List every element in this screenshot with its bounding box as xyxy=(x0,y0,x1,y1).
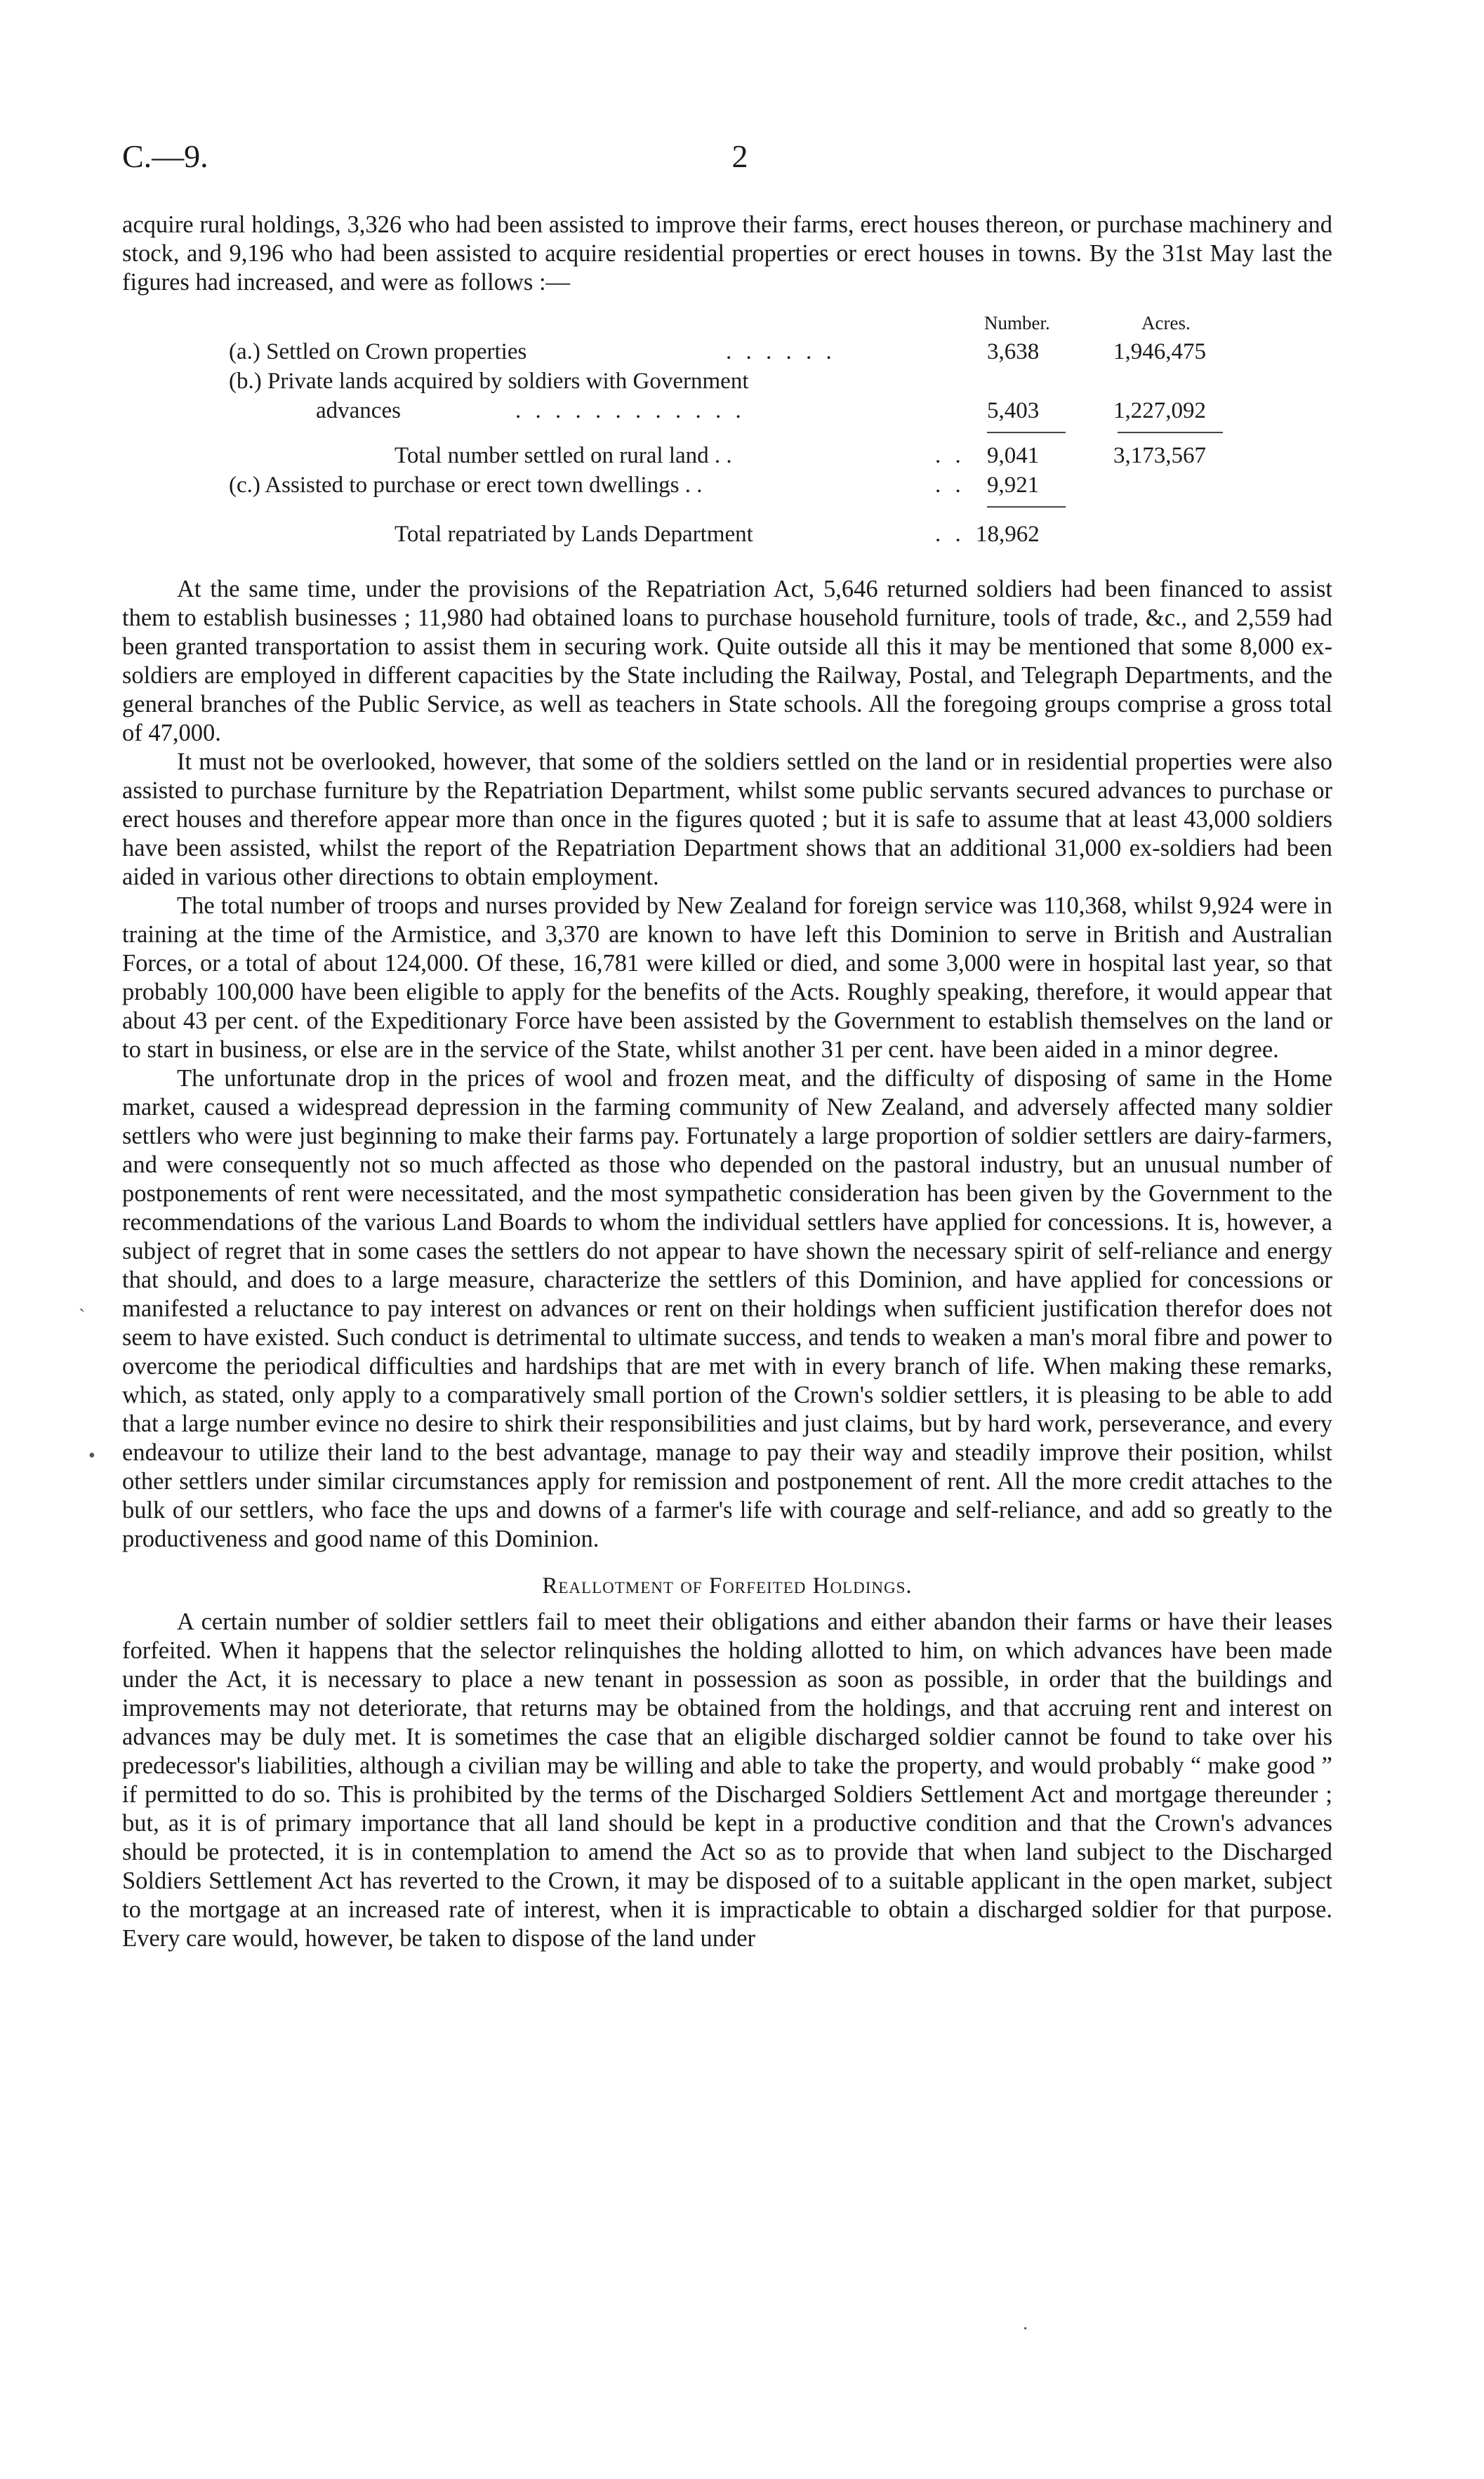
row-b-label-continued: advances xyxy=(316,398,401,423)
page-number: 2 xyxy=(731,138,748,174)
total-rural-leader-dots: . . xyxy=(935,443,965,468)
paragraph-overlap-estimate: It must not be overlooked, however, that some of the soldiers settled on the land or in residential properties were also assisted to purchase furniture by the Repatriation Department, whilst some public servants secured advances to purchase or erect houses and therefore appear more than once in the figures quoted ; but it is safe to assume that at least 43,000 soldiers have been assisted, whilst the report of the Repatriation Department shows that an additional 31,000 ex-soldiers had been aided in various other directions to obtain employment. xyxy=(122,748,1332,890)
row-a-acres: 1,946,475 xyxy=(1113,339,1206,364)
page-body xyxy=(122,211,1332,1953)
row-c-number: 9,921 xyxy=(987,472,1040,498)
margin-mark: ` xyxy=(79,1306,86,1328)
row-c-label: (c.) Assisted to purchase or erect town dwellings . . xyxy=(229,472,703,498)
paragraph-reallotment: A certain number of soldier settlers fail to meet their obligations and either abandon their farms or have their leases forfeited. When it happens that the selector relinquishes the holding allotted to him, on which advances have been made under the Act, it is necessary to place a new tenant in possession as soon as possible, in order that the buildings and improvements may not deteriorate, that returns may be obtained from the holdings, and that accruing rent and interest on advances may be duly met. It is sometimes the case that an eligible discharged soldier cannot be found to take over his predecessor's liabilities, although a civilian may be willing and able to take the property, and would probably “ make good ” if permitted to do so. This is prohibited by the terms of the Discharged Soldiers Settlement Act and mortgage thereunder ; but, as it is of primary importance that all land should be kept in a productive condition and that the Crown's advances should be protected, it is in contemplation to amend the Act so as to provide that when land subject to the Discharged Soldiers Settlement Act has reverted to the Crown, it may be disposed of to a suitable applicant in the open market, subject to the mortgage at an increased rate of interest, when it is impracticable to obtain a discharged soldier for that purpose. Every care would, however, be taken to dispose of the land under xyxy=(122,1608,1332,1952)
total-lands-number: 18,962 xyxy=(976,522,1040,547)
subtotal-rule-number xyxy=(987,432,1066,433)
column-header-number: Number. xyxy=(984,312,1050,333)
intro-paragraph: acquire rural holdings, 3,326 who had been assisted to improve their farms, erect houses thereon, or purchase machinery and stock, and 9,196 who had been assisted to acquire residential properties or erect houses in towns. By the 31st May last the figures had increased, and were as follows :— xyxy=(122,211,1332,296)
row-a-number: 3,638 xyxy=(987,339,1040,364)
row-c-leader-dots: . . xyxy=(935,472,965,498)
paragraph-repatriation-act: At the same time, under the provisions of the Repatriation Act, 5,646 returned soldiers had been financed to assist them to establish businesses ; 11,980 had obtained loans to purchase household furniture, tools of trade, &c., and 2,559 had been granted transportation to assist them in securing work. Quite outside all this it may be mentioned that some 8,000 ex-soldiers are employed in different capacities by the State including the Railway, Postal, and Telegraph Departments, and the general branches of the Public Service, as well as teachers in State schools. All the foregoing groups comprise a gross total of 47,000. xyxy=(122,576,1332,746)
row-a-label: (a.) Settled on Crown properties xyxy=(229,339,527,364)
margin-mark: • xyxy=(88,1445,95,1467)
column-header-acres: Acres. xyxy=(1141,312,1191,333)
row-a-leader-dots: . . . . . . xyxy=(726,339,836,364)
row-b-number: 5,403 xyxy=(987,398,1040,423)
section-heading: Reallotment of Forfeited Holdings. xyxy=(542,1573,913,1599)
total-rural-acres: 3,173,567 xyxy=(1113,443,1206,468)
row-b-acres: 1,227,092 xyxy=(1113,398,1206,423)
settlement-table xyxy=(122,297,1332,571)
row-b-leader-dots: . . . . . . . . . . . . xyxy=(515,398,746,423)
paragraph-wool-meat-prices: The unfortunate drop in the prices of wool and frozen meat, and the difficulty of disposing of same in the Home market, caused a widespread depression in the farming community of New Zealand, and adversely affected many soldier settlers who were just beginning to make their farms pay. Fortunately a large proportion of soldier settlers are dairy-farmers, and were consequently not so much affected as those who depended on the pastoral industry, but an unusual number of postponements of rent were necessitated, and the most sympathetic consideration has been given by the Government to the recommendations of the various Land Boards to whom the individual settlers have applied for concessions. It is, however, a subject of regret that in some cases the settlers do not appear to have shown the necessary spirit of self-reliance and energy that should, and does to a large measure, characterize the settlers of this Dominion, and have applied for concessions or manifested a reluctance to pay interest on advances or rent on their holdings when sufficient justification therefor does not seem to have existed. Such conduct is detrimental to ultimate success, and tends to weaken a man's moral fibre and power to overcome the periodical difficulties and hardships that are met with in every branch of life. When making these remarks, which, as stated, only apply to a comparatively small portion of the Crown's soldier settlers, it is pleasing to be able to add that a large number evince no desire to shirk their responsibilities and just claims, but by hard work, perseverance, and every endeavour to utilize their land to the best advantage, manage to pay their way and steadily improve their position, whilst other settlers under similar circumstances apply for remission and postponement of rent. All the more credit attaches to the bulk of our settlers, who face the ups and downs of a farmer's life with courage and self-reliance, and add so greatly to the productiveness and good name of this Dominion. xyxy=(122,1065,1332,1552)
row-b-label: (b.) Private lands acquired by soldiers with Government xyxy=(229,369,749,394)
total-lands-leader-dots: . . xyxy=(935,522,965,547)
total-lands-label: Total repatriated by Lands Department xyxy=(395,522,753,547)
total-rural-label: Total number settled on rural land . . xyxy=(395,443,732,468)
total-rural-number: 9,041 xyxy=(987,443,1040,468)
total-rule-number xyxy=(987,506,1066,508)
margin-mark: · xyxy=(1022,2318,1029,2340)
paragraph-troops-total: The total number of troops and nurses provided by New Zealand for foreign service was 110,368, whilst 9,924 were in training at the time of the Armistice, and 3,370 are known to have left this Dominion to serve in British and Australian Forces, or a total of about 124,000. Of these, 16,781 were killed or died, and some 3,000 were in hospital last year, so that probably 100,000 have been eligible to apply for the benefits of the Acts. Roughly speaking, therefore, it would appear that about 43 per cent. of the Expeditionary Force have been assisted by the Government to establish themselves on the land or to start in business, or else are in the service of the State, whilst another 31 per cent. have been aided in a minor degree. xyxy=(122,892,1332,1063)
subtotal-rule-acres xyxy=(1118,432,1223,433)
page-header xyxy=(122,138,1358,187)
document-reference: C.—9. xyxy=(122,138,208,174)
